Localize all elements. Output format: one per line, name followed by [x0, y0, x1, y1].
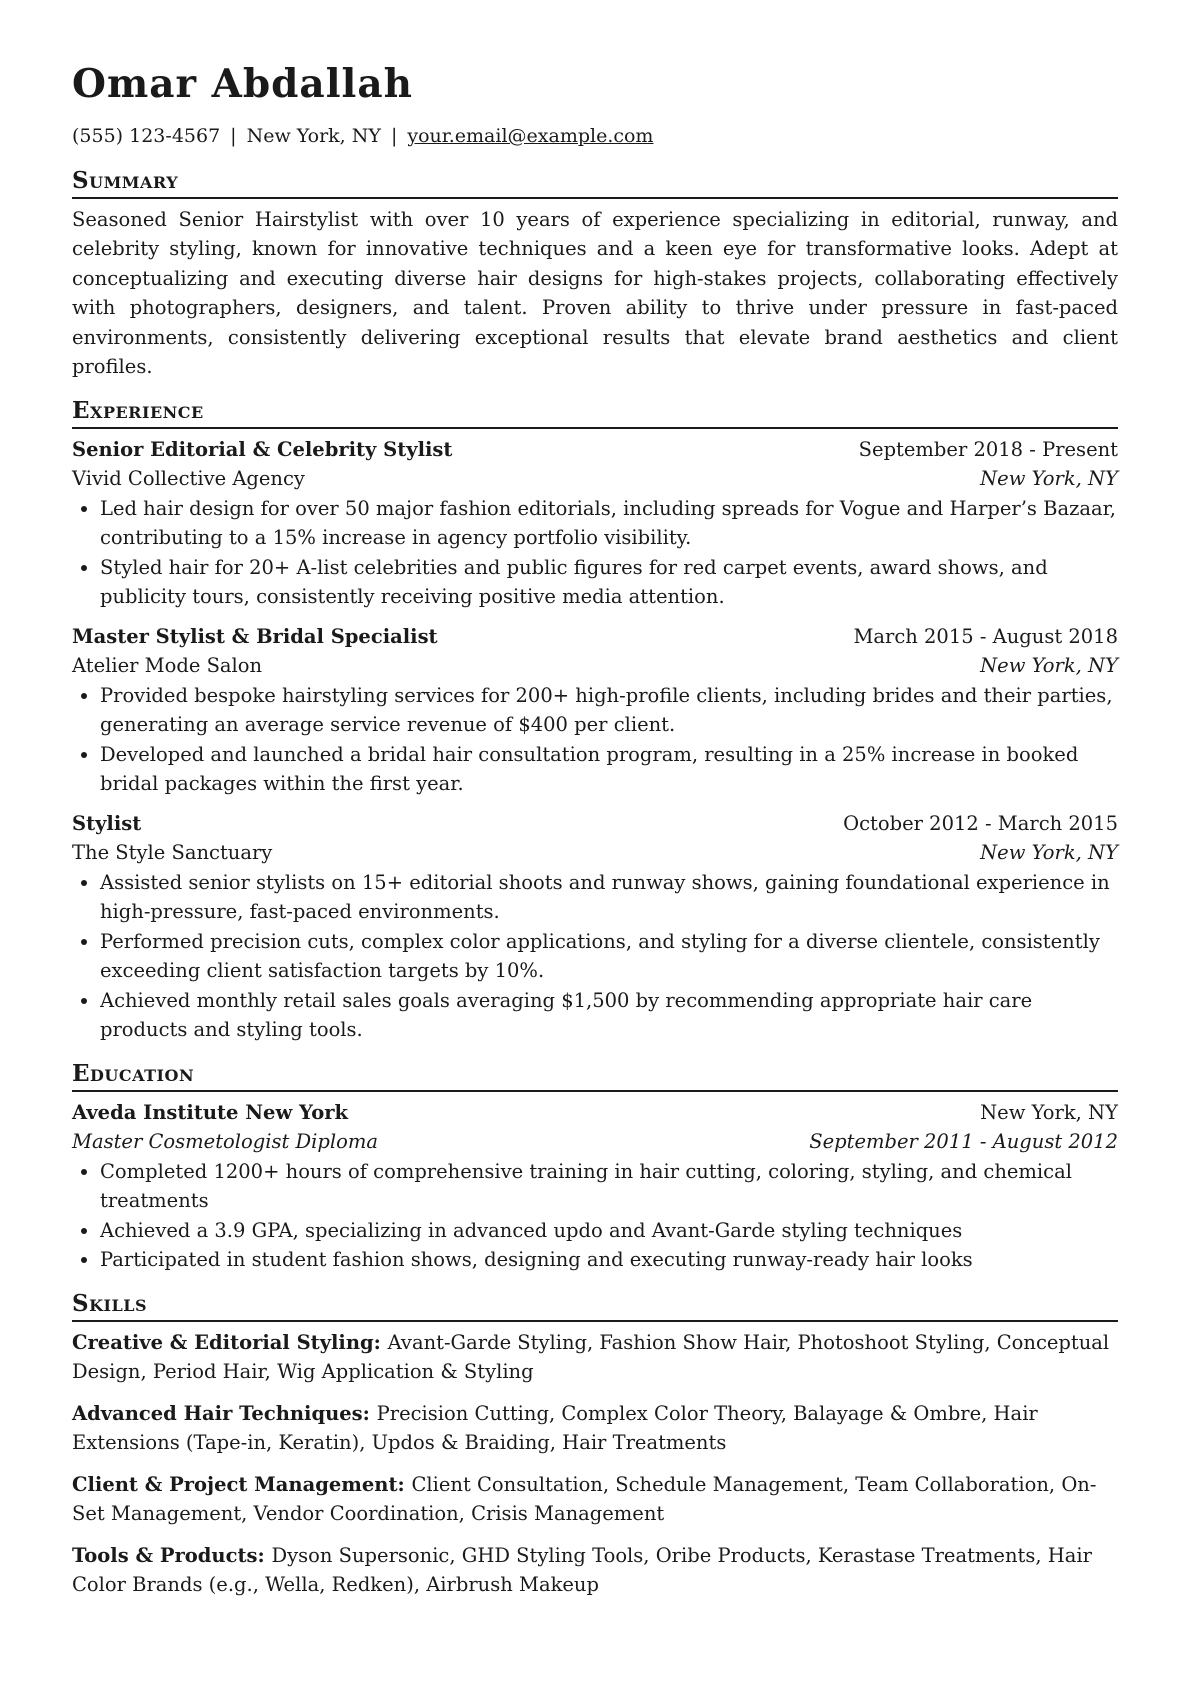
skill-group: [72, 1470, 1118, 1529]
skill-items: Client Consultation, Schedule Management, Team Collaboration, On-Set Management, Vendor Coordination, Crisis Management: [72, 1472, 1097, 1525]
location: New York, NY: [246, 125, 381, 147]
skill-items: Precision Cutting, Complex Color Theory, Balayage & Ombre, Hair Extensions (Tape-in, Keratin), Updos & Braiding, Hair Treatments: [72, 1401, 1038, 1454]
separator: |: [230, 125, 237, 147]
section-title-education: Education: [72, 1059, 1118, 1092]
section-title-experience: Experience: [72, 396, 1118, 429]
education-dates: September 2011 - August 2012: [809, 1130, 1118, 1153]
job-location: New York, NY: [980, 467, 1118, 490]
contact-line: [72, 122, 1118, 152]
experience-section: [72, 396, 1118, 1045]
summary-section: [72, 166, 1118, 382]
job-location: New York, NY: [980, 654, 1118, 677]
section-title-summary: Summary: [72, 166, 1118, 199]
skill-group: [72, 1399, 1118, 1458]
skills-section: [72, 1289, 1118, 1600]
job-title: Senior Editorial & Celebrity Stylist: [72, 437, 453, 461]
job-location: New York, NY: [980, 841, 1118, 864]
bullet-item: • Participated in student fashion shows, designing and executing runway-ready hair looks: [100, 1245, 1118, 1275]
job-entry: [72, 435, 1118, 612]
company-name: Vivid Collective Agency: [72, 467, 305, 490]
bullet-item: • Led hair design for over 50 major fashion editorials, including spreads for Vogue and Harper’s Bazaar, contributing to a 15% increase in agency portfolio visibility.: [100, 494, 1118, 553]
job-bullets: [72, 681, 1118, 799]
bullet-item: • Developed and launched a bridal hair consultation program, resulting in a 25% increase in booked bridal packages within the first year.: [100, 740, 1118, 799]
education-entry: [72, 1098, 1118, 1275]
company-name: The Style Sanctuary: [72, 841, 273, 864]
bullet-item: • Completed 1200+ hours of comprehensive training in hair cutting, coloring, styling, and chemical treatments: [100, 1157, 1118, 1216]
job-title: Stylist: [72, 811, 142, 835]
education-bullets: [72, 1157, 1118, 1275]
candidate-name: Omar Abdallah: [72, 61, 413, 107]
company-name: Atelier Mode Salon: [72, 654, 263, 677]
school-location: New York, NY: [980, 1100, 1118, 1124]
job-bullets: [72, 868, 1118, 1045]
section-title-skills: Skills: [72, 1289, 1118, 1322]
skill-label: Advanced Hair Techniques:: [72, 1401, 377, 1425]
bullet-item: • Achieved monthly retail sales goals averaging $1,500 by recommending appropriate hair care products and styling tools.: [100, 986, 1118, 1045]
summary-text: Seasoned Senior Hairstylist with over 10 years of experience specializing in editorial, runway, and celebrity styling, known for innovative techniques and a keen eye for transformative looks. Adept at conceptualizing and executing diverse hair designs for high-stakes projects, collaborating effectively with photographers, designers, and talent. Proven ability to thrive under pressure in fast-paced environments, consistently delivering exceptional results that elevate brand aesthetics and client profiles.: [72, 207, 1118, 378]
education-section: [72, 1059, 1118, 1275]
phone-number: (555) 123-4567: [72, 125, 221, 147]
skill-label: Creative & Editorial Styling:: [72, 1330, 388, 1354]
resume-page: [72, 60, 1118, 1612]
skill-group: [72, 1328, 1118, 1387]
skill-items: Avant-Garde Styling, Fashion Show Hair, Photoshoot Styling, Conceptual Design, Period Hair, Wig Application & Styling: [72, 1330, 1110, 1383]
skill-label: Tools & Products:: [72, 1543, 272, 1567]
separator: |: [390, 125, 398, 147]
bullet-item: • Performed precision cuts, complex color applications, and styling for a diverse clientele, consistently exceeding client satisfaction targets by 10%.: [100, 927, 1118, 986]
skill-group: [72, 1541, 1118, 1600]
job-dates: September 2018 - Present: [858, 437, 1118, 461]
bullet-item: • Achieved a 3.9 GPA, specializing in advanced updo and Avant-Garde styling techniques: [100, 1216, 1118, 1246]
skill-label: Client & Project Management:: [72, 1472, 412, 1496]
job-bullets: [72, 494, 1118, 612]
skill-items: Dyson Supersonic, GHD Styling Tools, Oribe Products, Kerastase Treatments, Hair Color Brands (e.g., Wella, Redken), Airbrush Makeup: [72, 1543, 1092, 1596]
job-title: Master Stylist & Bridal Specialist: [72, 624, 438, 648]
bullet-item: • Provided bespoke hairstyling services for 200+ high-profile clients, including brides and their parties, generating an average service revenue of $400 per client.: [100, 681, 1118, 740]
degree-name: Master Cosmetologist Diploma: [72, 1130, 378, 1153]
job-entry: [72, 809, 1118, 1045]
job-dates: October 2012 - March 2015: [843, 811, 1118, 835]
email-link[interactable]: your.email@example.com: [407, 125, 654, 147]
bullet-item: • Assisted senior stylists on 15+ editorial shoots and runway shows, gaining foundational experience in high-pressure, fast-paced environments.: [100, 868, 1118, 927]
school-name: Aveda Institute New York: [72, 1100, 349, 1124]
bullet-item: • Styled hair for 20+ A-list celebrities and public figures for red carpet events, award shows, and publicity tours, consistently receiving positive media attention.: [100, 553, 1118, 612]
job-dates: March 2015 - August 2018: [853, 624, 1118, 648]
job-entry: [72, 622, 1118, 799]
